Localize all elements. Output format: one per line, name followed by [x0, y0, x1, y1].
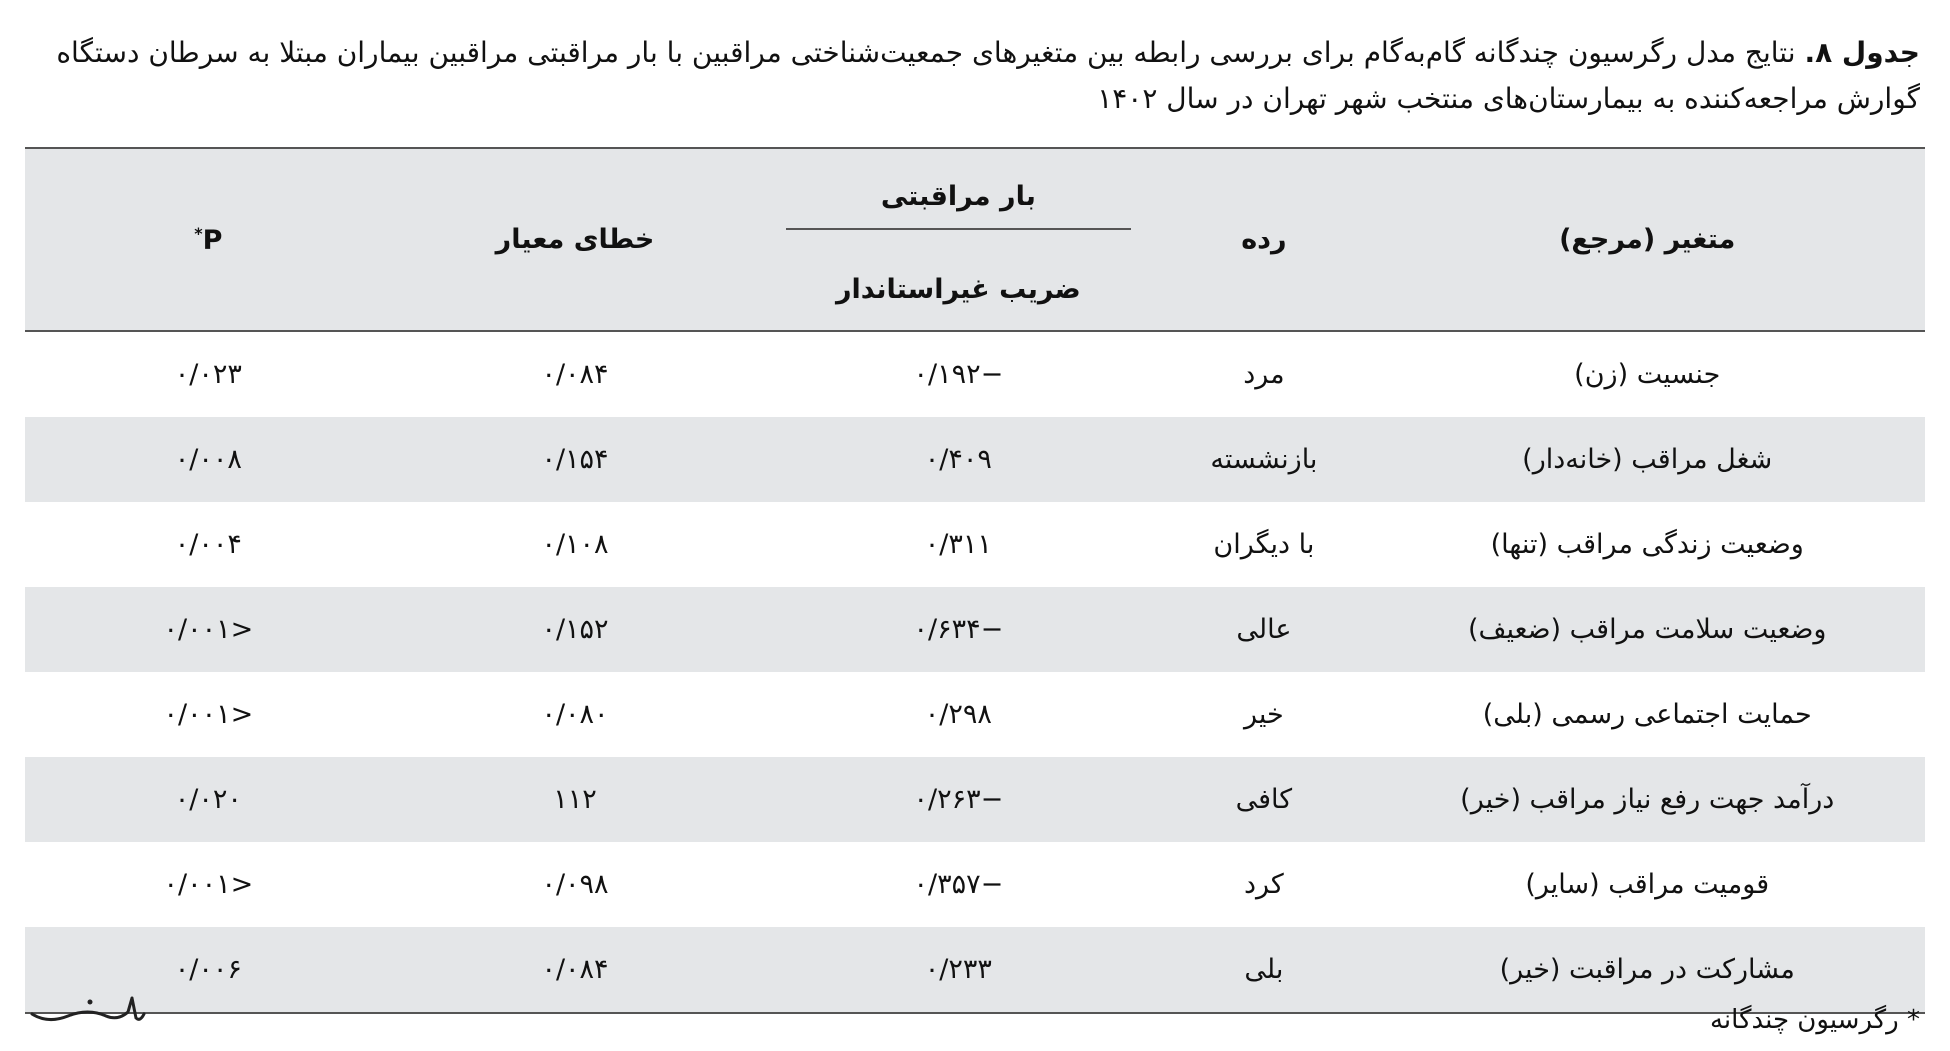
cell-variable: قومیت مراقب (سایر): [1525, 869, 1770, 900]
table-caption: [30, 30, 1920, 122]
table-row: [25, 587, 1925, 672]
cell-p: ۰/۰۰۸: [174, 444, 242, 475]
caption-label: جدول ۸.: [1804, 36, 1920, 69]
cell-se: ۰/۰۹۸: [541, 869, 609, 900]
cell-coef: −۰/۶۳۴: [913, 614, 1004, 645]
cell-se: ۰/۱۵۴: [541, 444, 609, 475]
cell-variable: وضعیت سلامت مراقب (ضعیف): [1467, 614, 1827, 645]
cell-coef: −۰/۲۶۳: [913, 784, 1004, 815]
cell-coef: −۰/۳۵۷: [913, 869, 1004, 900]
cell-variable: درآمد جهت رفع نیاز مراقب (خیر): [1460, 784, 1835, 815]
cell-coef: ۰/۳۱۱: [924, 529, 992, 560]
table-row: [25, 331, 1925, 417]
cell-category: خیر: [1244, 699, 1284, 730]
header-p: [25, 148, 392, 331]
journal-logo-mark: [28, 990, 148, 1030]
table-row: [25, 672, 1925, 757]
cell-se: ۰/۱۰۸: [541, 529, 609, 560]
header-group-label: بار مراقبتی: [786, 181, 1131, 230]
cell-se: ۰/۰۸۴: [541, 359, 609, 390]
cell-coef: ۰/۲۹۸: [924, 699, 992, 730]
cell-coef: ۰/۴۰۹: [924, 444, 992, 475]
header-variable: متغیر (مرجع): [1559, 224, 1736, 255]
cell-p: <۰/۰۰۱: [163, 869, 254, 900]
journal-logo: [28, 990, 148, 1030]
cell-se: ۱۱۲: [553, 784, 597, 815]
cell-se: ۰/۰۸۴: [541, 954, 609, 985]
header-se: خطای معیار: [495, 224, 655, 255]
table-row: [25, 842, 1925, 927]
cell-variable: وضعیت زندگی مراقب (تنها): [1490, 529, 1804, 560]
cell-category: بلی: [1244, 954, 1284, 985]
header-group: [758, 148, 1158, 248]
header-coef: ضریب غیراستاندار: [835, 273, 1081, 305]
cell-p: <۰/۰۰۱: [163, 699, 254, 730]
cell-coef: −۰/۱۹۲: [913, 359, 1004, 390]
cell-category: بازنشسته: [1210, 444, 1318, 475]
cell-variable: مشارکت در مراقبت (خیر): [1499, 954, 1795, 985]
table-footnote: * رگرسیون چندگانه: [1709, 1005, 1920, 1035]
regression-table: [25, 147, 1925, 1014]
cell-p: ۰/۰۰۶: [174, 954, 242, 985]
cell-category: کرد: [1244, 869, 1284, 900]
cell-variable: جنسیت (زن): [1574, 359, 1721, 390]
cell-category: با دیگران: [1213, 529, 1315, 560]
header-p-sup: *: [194, 223, 203, 243]
cell-p: ۰/۰۲۳: [174, 359, 242, 390]
cell-category: عالی: [1236, 614, 1292, 645]
table-row: [25, 757, 1925, 842]
caption-text: نتایج مدل رگرسیون چندگانه گام‌به‌گام برای بررسی رابطه بین متغیرهای جمعیت‌شناختی مراقبین با بار مراقبتی مراقبین بیماران مبتلا به سرطان دستگاه گوارش مراجعه‌کننده به بیمارستان‌های منتخب شهر تهران در سال ۱۴۰۲: [56, 36, 1920, 115]
cell-p: ۰/۰۲۰: [174, 784, 242, 815]
table-row: [25, 417, 1925, 502]
cell-p: <۰/۰۰۱: [163, 614, 254, 645]
cell-coef: ۰/۲۳۳: [924, 954, 992, 985]
cell-se: ۰/۰۸۰: [541, 699, 609, 730]
cell-variable: حمایت اجتماعی رسمی (بلی): [1482, 699, 1812, 730]
cell-se: ۰/۱۵۲: [541, 614, 609, 645]
cell-category: مرد: [1243, 359, 1285, 390]
cell-variable: شغل مراقب (خانه‌دار): [1522, 444, 1773, 475]
table-row: [25, 927, 1925, 1013]
cell-category: کافی: [1235, 784, 1293, 815]
table-row: [25, 502, 1925, 587]
header-p-label: P: [202, 224, 223, 256]
header-category: رده: [1241, 224, 1287, 255]
cell-p: ۰/۰۰۴: [174, 529, 242, 560]
